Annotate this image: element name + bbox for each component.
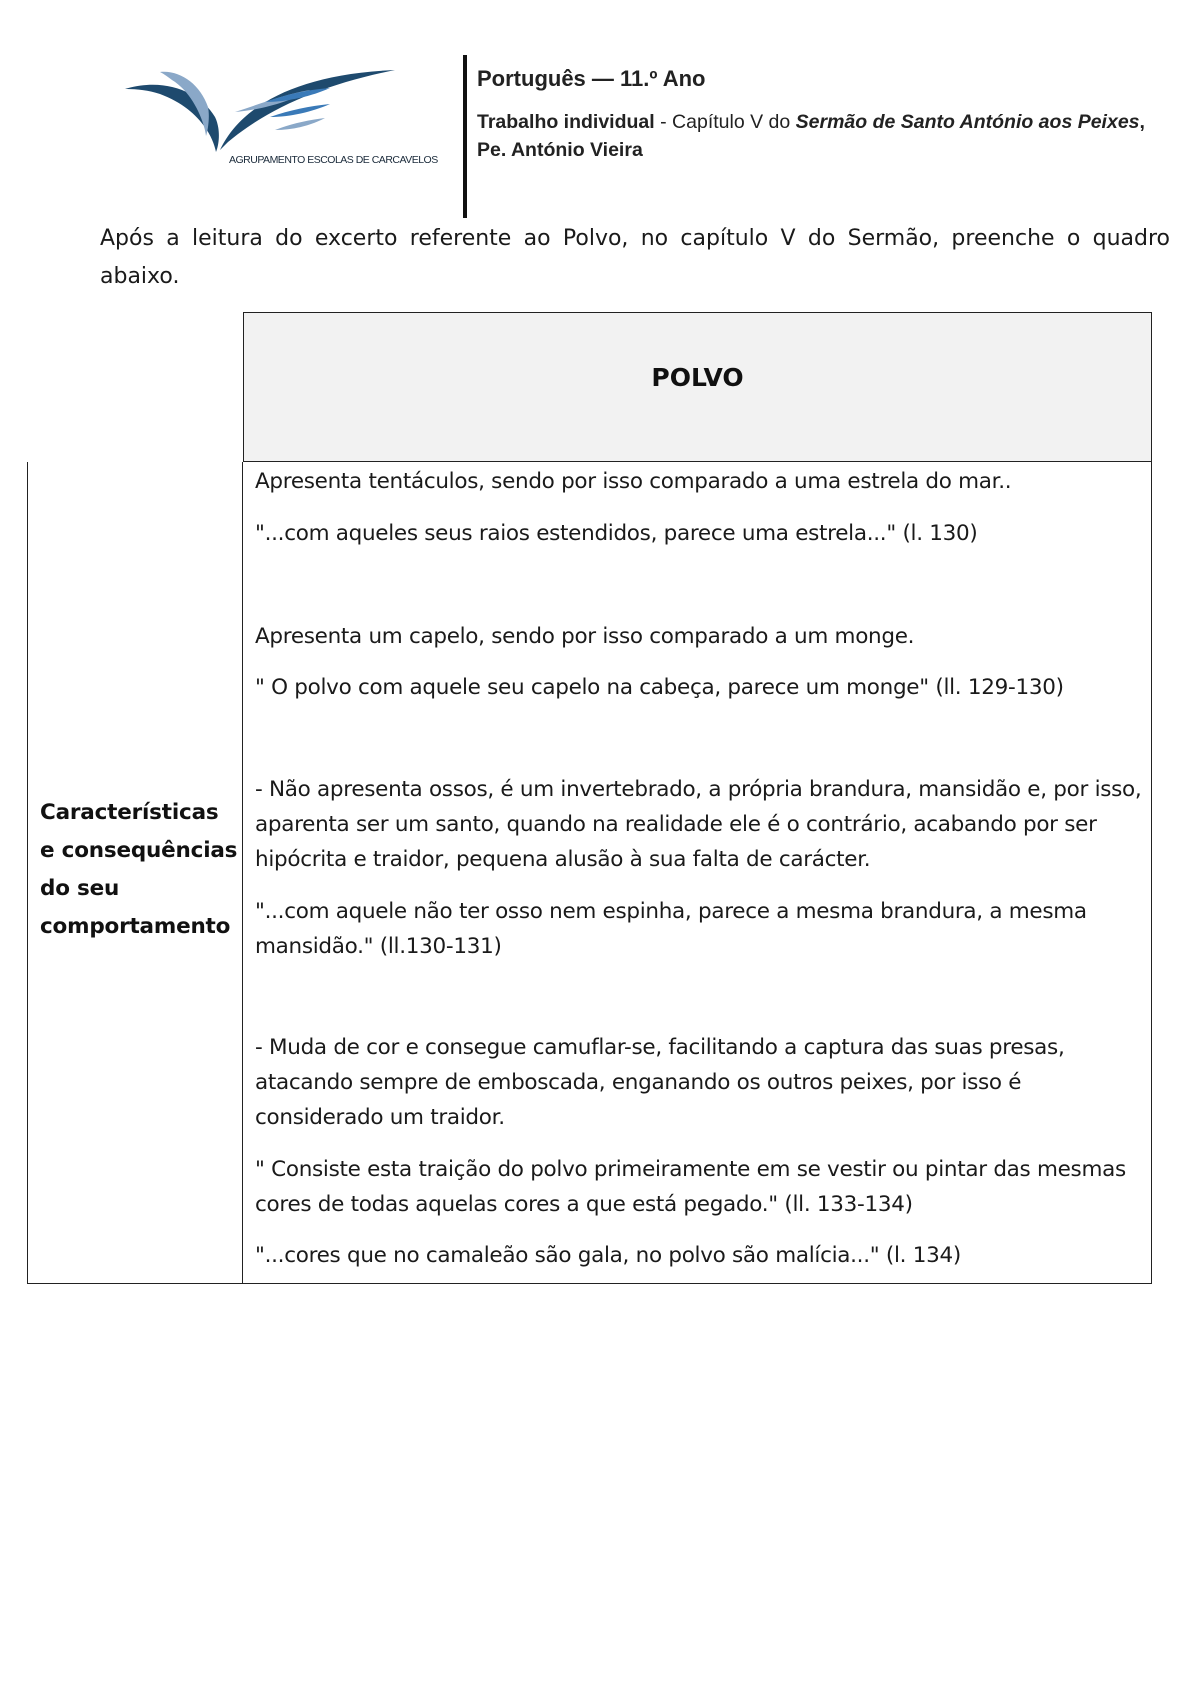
table-heading-cell xyxy=(243,312,1152,462)
entry-no-bones: - Não apresenta ossos, é um invertebrado, a própria brandura, mansidão e, por isso, aparenta ser um santo, quando na realidade ele é o contrário, acabando por ser hipócrita e traidor, pequena alusão à sua falta de carácter. xyxy=(255,777,1142,872)
work-chapter: Capítulo V do xyxy=(672,111,796,133)
quote-hood: " O polvo com aquele seu capelo na cabeça, parece um monge" (ll. 129-130) xyxy=(255,675,1064,700)
quote-betrayal: " Consiste esta traição do polvo primeiramente em se vestir ou pintar das mesmas cores de todas aquelas cores a que está pegado." (ll. 133-134) xyxy=(255,1157,1126,1217)
row-label-cell xyxy=(28,462,243,1283)
school-logo xyxy=(120,62,438,177)
header-divider xyxy=(463,55,467,218)
work-description xyxy=(477,108,1167,164)
entry-tentacles: Apresenta tentáculos, sendo por isso comparado a uma estrela do mar.. xyxy=(255,469,1012,494)
entry-hood: Apresenta um capelo, sendo por isso comparado a um monge. xyxy=(255,624,915,649)
work-title: Sermão de Santo António aos Peixes xyxy=(795,111,1140,133)
quote-chameleon: "...cores que no camaleão são gala, no polvo são malícia..." (l. 134) xyxy=(255,1243,961,1268)
entry-camouflage: - Muda de cor e consegue camuflar-se, facilitando a captura das suas presas, atacando sempre de emboscada, enganando os outros peixes, por isso é considerado um traidor. xyxy=(255,1035,1065,1130)
table-heading: POLVO xyxy=(651,362,744,392)
intro-instruction: Após a leitura do excerto referente ao Polvo, no capítulo V do Sermão, preenche o quadro abaixo. xyxy=(100,226,1170,289)
header xyxy=(477,66,1167,164)
work-separator: - xyxy=(654,111,673,133)
table-row xyxy=(27,462,1152,1284)
work-author: , Pe. António Vieira xyxy=(477,111,1145,161)
quote-no-bones: "...com aquele não ter osso nem espinha, parece a mesma brandura, a mesma mansidão." (ll.130-131) xyxy=(255,899,1087,959)
logo-caption: AGRUPAMENTO ESCOLAS DE CARCAVELOS xyxy=(229,154,438,166)
work-label: Trabalho individual xyxy=(477,111,655,133)
subject-title: Português — 11.º Ano xyxy=(477,66,706,91)
row-label: Características e consequências do seu comportamento xyxy=(40,800,238,939)
quote-tentacles: "...com aqueles seus raios estendidos, parece uma estrela..." (l. 130) xyxy=(255,521,978,546)
